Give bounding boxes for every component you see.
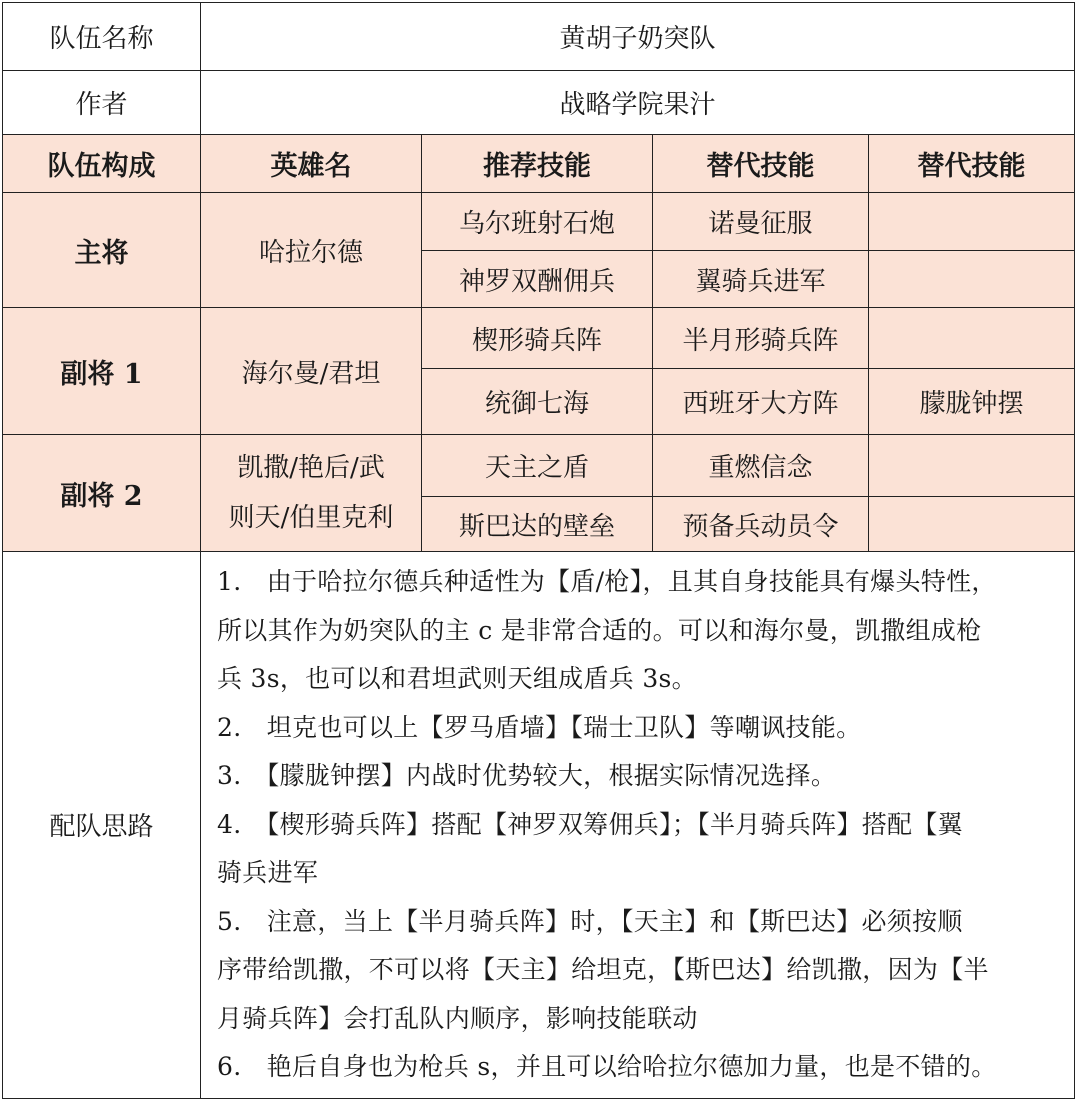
skill-alt-1: 翼骑兵进军 [653,251,869,308]
strategy-label: 配队思路 [3,552,201,1099]
skill-alt-1: 半月形骑兵阵 [653,308,869,369]
strategy-line: 4. 【楔形骑兵阵】搭配【神罗双筹佣兵】；【半月骑兵阵】搭配【翼 [217,809,963,839]
strategy-line: 5. 注意，当上【半月骑兵阵】时，【天主】和【斯巴达】必须按顺 [217,906,963,936]
skill-alt-1: 重燃信念 [653,435,869,497]
skill-recommended: 楔形骑兵阵 [422,308,653,369]
strategy-line: 兵 3s，也可以和君坦武则天组成盾兵 3s。 [217,664,697,693]
skill-alt-2 [869,193,1075,251]
team-name-label: 队伍名称 [3,3,201,71]
author-label: 作者 [3,71,201,135]
header-alt-skill-2: 替代技能 [869,135,1075,193]
team-config-table [2,2,1075,1099]
strategy-line: 6. 艳后自身也为枪兵 s，并且可以给哈拉尔德加力量，也是不错的。 [217,1052,997,1081]
hero-deputy-1: 海尔曼/君坦 [201,308,422,435]
header-alt-skill-1: 替代技能 [653,135,869,193]
strategy-line: 2. 坦克也可以上【罗马盾墙】【瑞士卫队】等嘲讽技能。 [217,712,862,742]
skill-alt-2 [869,497,1075,552]
skill-recommended: 天主之盾 [422,435,653,497]
strategy-line: 1. 由于哈拉尔德兵种适性为【盾/枪】，且其自身技能具有爆头特性， [217,567,997,596]
role-deputy-1: 副将 1 [3,308,201,435]
skill-alt-1: 西班牙大方阵 [653,369,869,435]
skill-alt-1: 预备兵动员令 [653,497,869,552]
strategy-line: 3. 【朦胧钟摆】内战时优势较大，根据实际情况选择。 [217,761,837,790]
skill-alt-2 [869,251,1075,308]
header-team-composition: 队伍构成 [3,135,201,193]
skill-recommended: 斯巴达的壁垒 [422,497,653,552]
skill-recommended: 乌尔班射石炮 [422,193,653,251]
header-hero-name: 英雄名 [201,135,422,193]
hero-deputy-2-line1: 凯撒/艳后/武 [237,453,385,483]
hero-deputy-2-line2: 则天/伯里克利 [228,503,394,533]
skill-recommended: 统御七海 [422,369,653,435]
strategy-line: 骑兵进军 [217,858,319,887]
role-main-general: 主将 [3,193,201,308]
skill-alt-2: 朦胧钟摆 [869,369,1075,435]
header-recommended-skill: 推荐技能 [422,135,653,193]
skill-alt-1: 诺曼征服 [653,193,869,251]
strategy-line: 序带给凯撒，不可以将【天主】给坦克，【斯巴达】给凯撒，因为【半 [217,955,989,984]
skill-alt-2 [869,308,1075,369]
strategy-line: 所以其作为奶突队的主 c 是非常合适的。可以和海尔曼，凯撒组成枪 [217,615,982,645]
strategy-line: 月骑兵阵】会打乱队内顺序，影响技能联动 [217,1003,698,1033]
strategy-notes [201,552,1075,1099]
skill-recommended: 神罗双酬佣兵 [422,251,653,308]
role-deputy-2: 副将 2 [3,435,201,552]
author-value: 战略学院果汁 [201,71,1075,135]
team-name-value: 黄胡子奶突队 [201,3,1075,71]
hero-main-general: 哈拉尔德 [201,193,422,308]
hero-deputy-2 [201,435,422,552]
skill-alt-2 [869,435,1075,497]
